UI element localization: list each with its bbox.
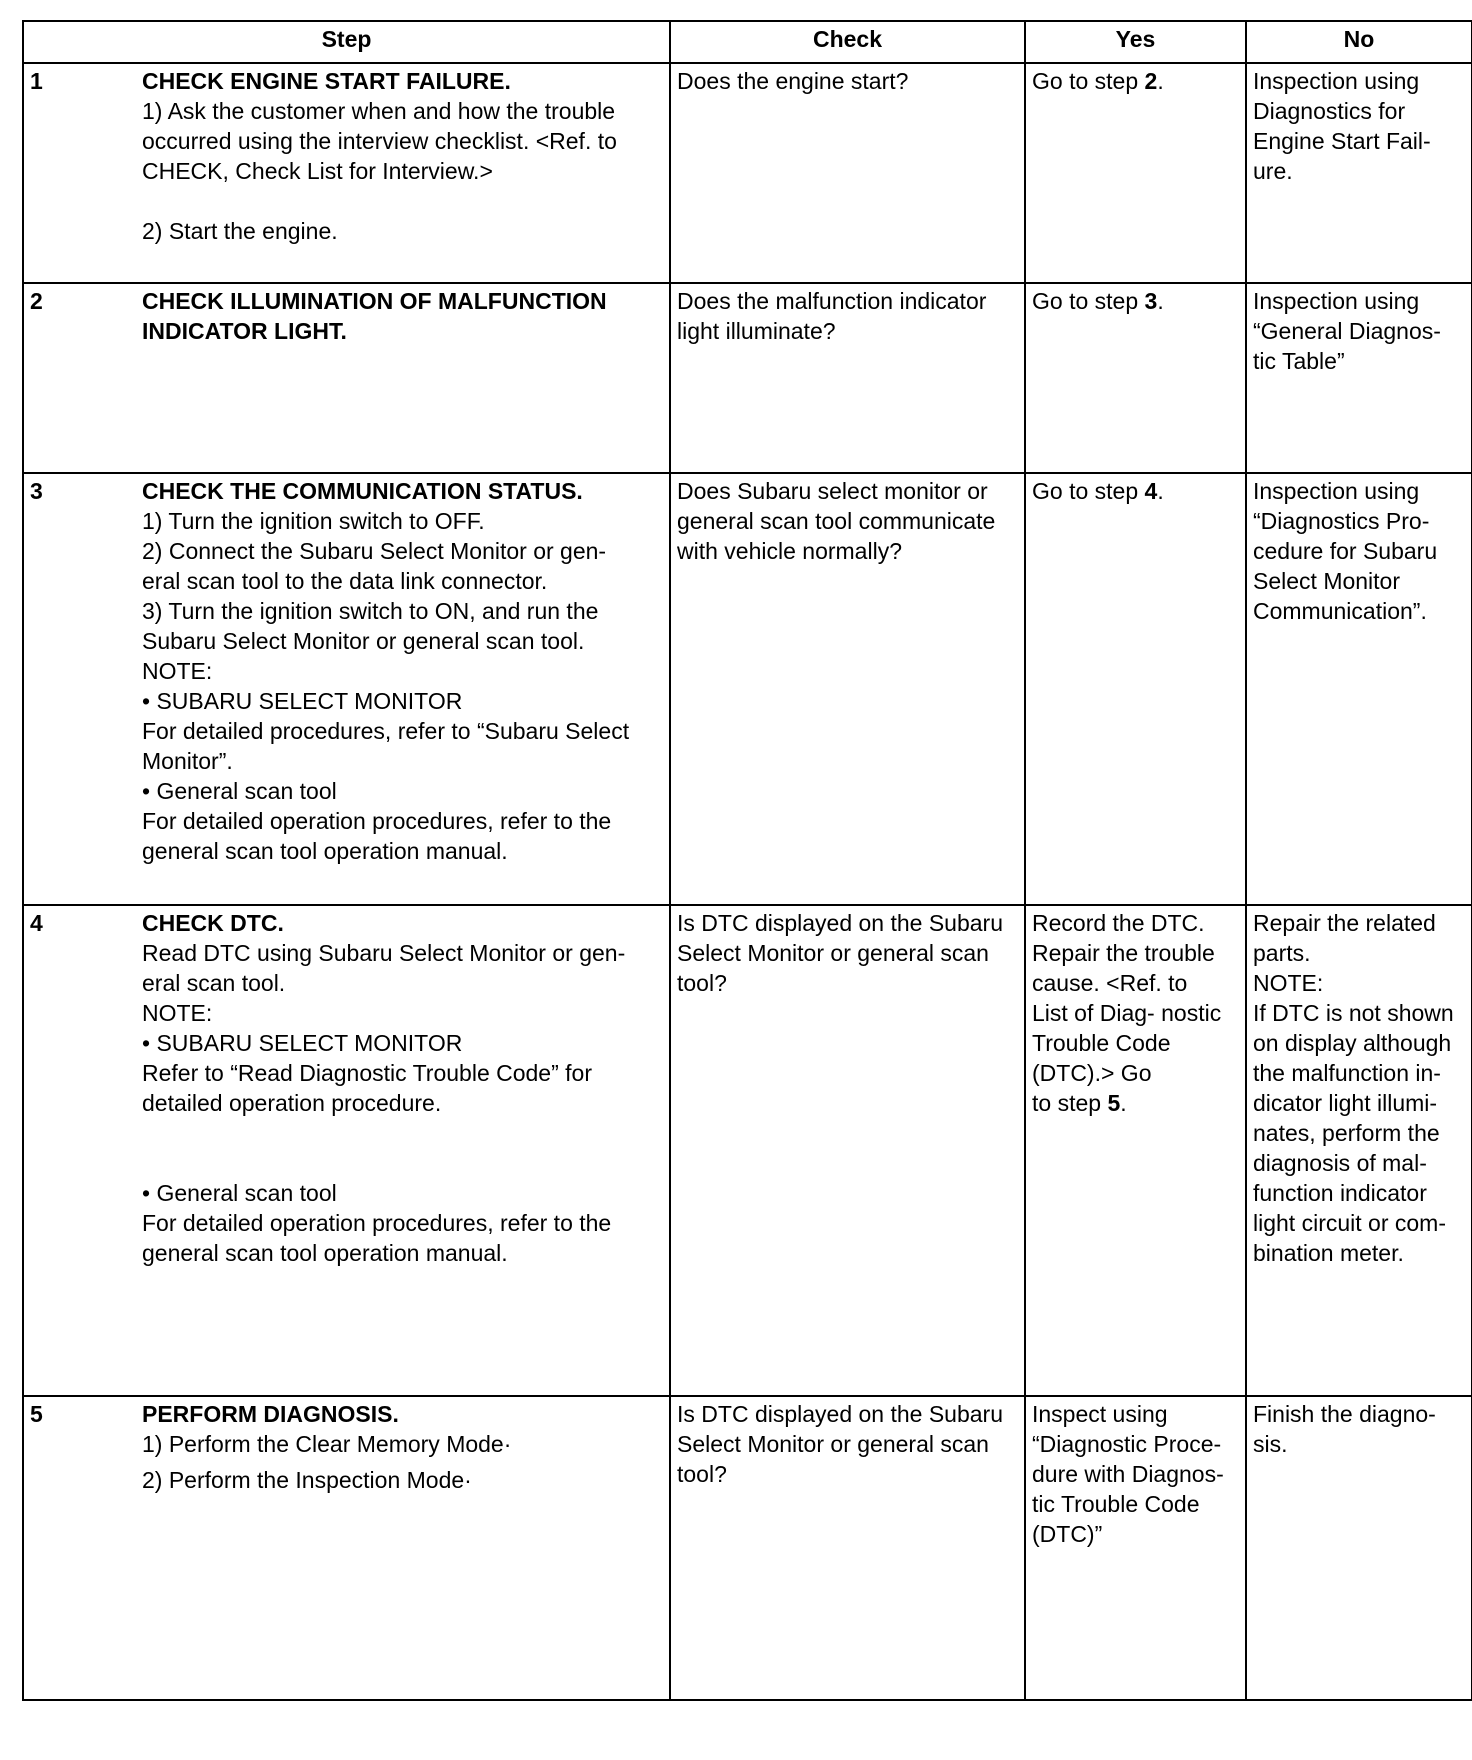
header-check: Check: [670, 21, 1025, 63]
check-cell: [670, 63, 1025, 283]
step-number: 1: [30, 68, 43, 94]
yes-cell: [1025, 283, 1246, 473]
yes-prefix: to step: [1032, 1090, 1108, 1116]
step-title: CHECK DTC.: [142, 910, 284, 936]
step-number: 4: [30, 910, 43, 936]
no-line: on display although: [1253, 1030, 1452, 1056]
no-line: light circuit or com-: [1253, 1210, 1446, 1236]
no-line: Engine Start Fail-: [1253, 128, 1431, 154]
step-line: • SUBARU SELECT MONITOR: [142, 1030, 463, 1056]
yes-prefix: Go to step: [1032, 478, 1145, 504]
no-line: If DTC is not shown: [1253, 1000, 1454, 1026]
check-line: Select Monitor or general scan: [677, 1431, 989, 1457]
step-line: eral scan tool to the data link connector.: [142, 568, 548, 594]
no-line: sis.: [1253, 1431, 1288, 1457]
check-line: tool?: [677, 970, 727, 996]
check-line: Select Monitor or general scan: [677, 940, 989, 966]
header-row: [23, 21, 1472, 63]
step-title: CHECK ENGINE START FAILURE.: [142, 68, 511, 94]
no-line: Finish the diagno-: [1253, 1401, 1436, 1427]
yes-line: List of Diag- nostic: [1032, 1000, 1222, 1026]
check-cell: [670, 905, 1025, 1396]
step-title: PERFORM DIAGNOSIS.: [142, 1401, 399, 1427]
step-cell: [23, 283, 670, 473]
no-line: Inspection using: [1253, 68, 1420, 94]
diagnostic-table: [22, 20, 1472, 1701]
no-line: cedure for Subaru: [1253, 538, 1438, 564]
no-line: Inspection using: [1253, 478, 1420, 504]
no-line: Inspection using: [1253, 288, 1420, 314]
step-line: occurred using the interview checklist. <Ref. to: [142, 128, 617, 154]
step-line: 2) Start the engine.: [142, 218, 338, 244]
step-title: CHECK THE COMMUNICATION STATUS.: [142, 478, 583, 504]
no-line: dicator light illumi-: [1253, 1090, 1438, 1116]
step-cell: [23, 473, 670, 905]
yes-cell: [1025, 1396, 1246, 1700]
step-line: • General scan tool: [142, 1180, 337, 1206]
yes-line: “Diagnostic Proce-: [1032, 1431, 1222, 1457]
yes-line: cause. <Ref. to: [1032, 970, 1188, 996]
yes-suffix: .: [1157, 478, 1164, 504]
step-line: Refer to “Read Diagnostic Trouble Code” for: [142, 1060, 592, 1086]
no-cell: [1246, 283, 1472, 473]
no-line: nates, perform the: [1253, 1120, 1440, 1146]
header-step: Step: [23, 21, 670, 63]
note-label: NOTE:: [142, 1000, 213, 1026]
no-line: function indicator: [1253, 1180, 1427, 1206]
check-line: Does Subaru select monitor or: [677, 478, 988, 504]
table-row: [23, 473, 1472, 905]
step-title: INDICATOR LIGHT.: [142, 318, 347, 344]
no-line: diagnosis of mal-: [1253, 1150, 1427, 1176]
yes-line: Inspect using: [1032, 1401, 1168, 1427]
step-title: CHECK ILLUMINATION OF MALFUNCTION: [142, 288, 607, 314]
step-line: eral scan tool.: [142, 970, 286, 996]
no-line: the malfunction in-: [1253, 1060, 1441, 1086]
header-yes: Yes: [1025, 21, 1246, 63]
table-row: [23, 1396, 1472, 1700]
no-cell: [1246, 1396, 1472, 1700]
no-line: Communication”.: [1253, 598, 1427, 624]
yes-cell: [1025, 473, 1246, 905]
step-line: • General scan tool: [142, 778, 337, 804]
table-row: [23, 283, 1472, 473]
check-cell: [670, 1396, 1025, 1700]
step-line: general scan tool operation manual.: [142, 1240, 508, 1266]
no-line: “Diagnostics Pro-: [1253, 508, 1430, 534]
yes-step-number: 5: [1107, 1090, 1121, 1116]
check-line: Is DTC displayed on the Subaru: [677, 1401, 1004, 1427]
no-cell: [1246, 63, 1472, 283]
yes-line: Record the DTC.: [1032, 910, 1205, 936]
yes-line: Repair the trouble: [1032, 940, 1215, 966]
step-line: CHECK, Check List for Interview.>: [142, 158, 493, 184]
table-row: [23, 63, 1472, 283]
step-number: 2: [30, 288, 43, 314]
yes-line: tic Trouble Code: [1032, 1491, 1200, 1517]
yes-step-number: 4: [1144, 478, 1158, 504]
no-cell: [1246, 473, 1472, 905]
no-line: NOTE:: [1253, 970, 1324, 996]
step-cell: [23, 63, 670, 283]
yes-suffix: .: [1120, 1090, 1127, 1116]
step-line: 1) Turn the ignition switch to OFF.: [142, 508, 485, 534]
step-line: Subaru Select Monitor or general scan tool.: [142, 628, 585, 654]
step-line: Monitor”.: [142, 748, 233, 774]
no-line: parts.: [1253, 940, 1311, 966]
yes-suffix: .: [1157, 68, 1164, 94]
yes-step-number: 3: [1144, 288, 1158, 314]
step-line: For detailed operation procedures, refer to the: [142, 808, 612, 834]
step-number: 5: [30, 1401, 43, 1427]
step-line: • SUBARU SELECT MONITOR: [142, 688, 463, 714]
no-line: Select Monitor: [1253, 568, 1401, 594]
yes-cell: [1025, 905, 1246, 1396]
yes-prefix: Go to step: [1032, 288, 1145, 314]
check-line: general scan tool communicate: [677, 508, 996, 534]
check-line: with vehicle normally?: [677, 538, 902, 564]
note-label: NOTE:: [142, 658, 213, 684]
no-line: Diagnostics for: [1253, 98, 1406, 124]
yes-step-number: 2: [1144, 68, 1158, 94]
yes-prefix: Go to step: [1032, 68, 1145, 94]
yes-suffix: .: [1157, 288, 1164, 314]
step-cell: [23, 1396, 670, 1700]
table-row: [23, 905, 1472, 1396]
no-line: ure.: [1253, 158, 1293, 184]
step-line: detailed operation procedure.: [142, 1090, 442, 1116]
yes-cell: [1025, 63, 1246, 283]
check-line: tool?: [677, 1461, 727, 1487]
yes-line: (DTC).> Go: [1032, 1060, 1152, 1086]
check-line: Is DTC displayed on the Subaru: [677, 910, 1004, 936]
check-line: light illuminate?: [677, 318, 836, 344]
step-line: 3) Turn the ignition switch to ON, and run the: [142, 598, 599, 624]
check-text: Does the engine start?: [677, 68, 909, 94]
step-line: 2) Connect the Subaru Select Monitor or gen-: [142, 538, 607, 564]
no-line: “General Diagnos-: [1253, 318, 1441, 344]
no-line: tic Table”: [1253, 348, 1345, 374]
step-line: 2) Perform the Inspection Mode·: [142, 1467, 472, 1493]
step-cell: [23, 905, 670, 1396]
step-line: For detailed operation procedures, refer to the: [142, 1210, 612, 1236]
step-line: general scan tool operation manual.: [142, 838, 508, 864]
header-no: No: [1246, 21, 1472, 63]
yes-line: dure with Diagnos-: [1032, 1461, 1224, 1487]
check-cell: [670, 283, 1025, 473]
step-number: 3: [30, 478, 43, 504]
no-line: Repair the related: [1253, 910, 1436, 936]
yes-line: Trouble Code: [1032, 1030, 1171, 1056]
step-line: 1) Perform the Clear Memory Mode·: [142, 1431, 512, 1457]
check-line: Does the malfunction indicator: [677, 288, 987, 314]
check-cell: [670, 473, 1025, 905]
no-line: bination meter.: [1253, 1240, 1404, 1266]
step-line: For detailed procedures, refer to “Subaru Select: [142, 718, 630, 744]
yes-line: (DTC)”: [1032, 1521, 1103, 1547]
step-line: Read DTC using Subaru Select Monitor or gen-: [142, 940, 626, 966]
step-line: 1) Ask the customer when and how the trouble: [142, 98, 616, 124]
no-cell: [1246, 905, 1472, 1396]
